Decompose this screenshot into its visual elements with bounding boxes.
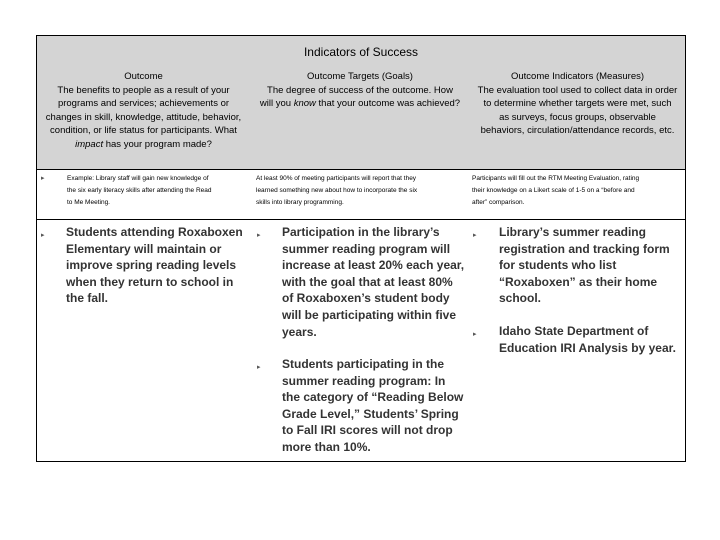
bullet-icon: ▸ <box>41 232 45 239</box>
main-target-line: Participation in the library’s <box>282 225 440 239</box>
header-outcome-line: The benefits to people as a result of your <box>57 84 230 96</box>
main-outcome-line: when they return to school in <box>66 274 234 289</box>
know-italic: know <box>293 98 316 110</box>
example-outcome <box>67 173 249 209</box>
main-outcome-line: Elementary will maintain or <box>66 241 222 256</box>
example-target-line: learned something new about how to incorporate the six <box>256 187 418 194</box>
main-target-line: Grade Level,” Students’ Spring <box>282 406 459 421</box>
main-target-line: the category of “Reading Below <box>282 390 464 405</box>
main-target-line: to Fall IRI scores will not drop <box>282 423 453 438</box>
main-target-line: with the goal that at least 80% <box>282 274 453 289</box>
main-target-line: years. <box>282 324 317 339</box>
main-outcome-line: improve spring reading levels <box>66 258 237 273</box>
table-title <box>37 36 685 69</box>
main-target-line: will be participating within five <box>282 307 457 322</box>
header-targets-line2 <box>250 97 470 111</box>
bullet-icon: ▸ <box>473 232 477 239</box>
main-indicator-line: Education IRI Analysis by year. <box>499 340 676 355</box>
header-indicators-line: as surveys, focus groups, observable <box>499 111 656 123</box>
main-target-line: summer reading program: In <box>282 373 446 388</box>
header-row <box>37 68 685 170</box>
example-outcome-line: the six early literacy skills after attending the Read <box>67 187 212 194</box>
main-outcome-line: the fall. <box>66 291 109 306</box>
example-target-line: skills into library programming. <box>256 199 344 206</box>
impact-rest: has your program made? <box>103 138 212 150</box>
header-indicators-line: behaviors, circulation/attendance records, etc. <box>480 125 675 137</box>
main-indicator-line: Library’s summer reading <box>499 225 646 239</box>
main-indicator-line: registration and tracking form <box>499 241 670 256</box>
example-target-line: At least 90% of meeting participants will report that they <box>256 175 417 182</box>
main-indicator-2 <box>499 323 685 356</box>
main-outcome <box>66 224 248 307</box>
main-indicator-line: Idaho State Department of <box>499 324 649 338</box>
header-targets-title: Outcome Targets (Goals) <box>307 71 413 82</box>
main-target-line: summer reading program will <box>282 241 451 256</box>
header-outcome-line: condition, or life status for participants. What <box>50 125 237 137</box>
main-target-line: Students participating in the <box>282 357 445 371</box>
main-target-1 <box>282 224 470 340</box>
line2-post: that your outcome was achieved? <box>315 98 461 110</box>
main-target-2 <box>282 356 470 456</box>
example-indicator-line: after” comparison. <box>472 199 525 206</box>
header-indicators-line: to determine whether targets were met, such <box>483 98 672 110</box>
header-outcome-title: Outcome <box>124 71 163 82</box>
bullet-icon: ▸ <box>257 232 261 239</box>
line2-pre: will you <box>259 98 294 110</box>
header-outcome <box>37 68 250 169</box>
example-target <box>256 173 466 209</box>
main-outcome-line: Students attending Roxaboxen <box>66 225 243 239</box>
example-outcome-line: Example: Library staff will gain new knowledge of <box>67 175 209 182</box>
bullet-icon: ▸ <box>257 364 261 371</box>
example-indicator-line: Participants will fill out the RTM Meeting Evaluation, rating <box>472 175 640 182</box>
header-targets-line: The degree of success of the outcome. How <box>267 84 453 96</box>
main-target-line: more than 10%. <box>282 439 371 454</box>
bullet-icon: ▸ <box>473 331 477 338</box>
impact-italic: impact <box>75 138 104 150</box>
header-targets <box>250 68 470 169</box>
example-row <box>37 169 685 220</box>
header-outcome-line: programs and services; achievements or <box>57 98 230 110</box>
main-indicator-line: school. <box>499 291 542 306</box>
example-indicator <box>472 173 684 209</box>
header-outcome-line: changes in skill, knowledge, attitude, behavior, <box>45 111 242 123</box>
indicators-table <box>36 35 686 462</box>
header-indicators-title: Outcome Indicators (Measures) <box>510 71 645 82</box>
main-target-line: of Roxaboxen’s student body <box>282 291 450 306</box>
table-title-text: Indicators of Success <box>303 45 419 59</box>
main-indicator-line: for students who list <box>499 258 617 273</box>
header-indicators-line: The evaluation tool used to collect data in order <box>477 84 678 96</box>
example-outcome-line: to Me Meeting. <box>67 199 110 206</box>
main-indicator-line: “Roxaboxen” as their home <box>499 274 658 289</box>
main-target-line: increase at least 20% each year, <box>282 258 465 273</box>
example-indicator-line: their knowledge on a Likert scale of 1-5 on a “before and <box>472 187 635 194</box>
header-outcome-last-line <box>37 138 250 152</box>
header-indicators <box>470 68 685 169</box>
bullet-icon: ▸ <box>41 175 45 182</box>
main-indicator-1 <box>499 224 685 307</box>
